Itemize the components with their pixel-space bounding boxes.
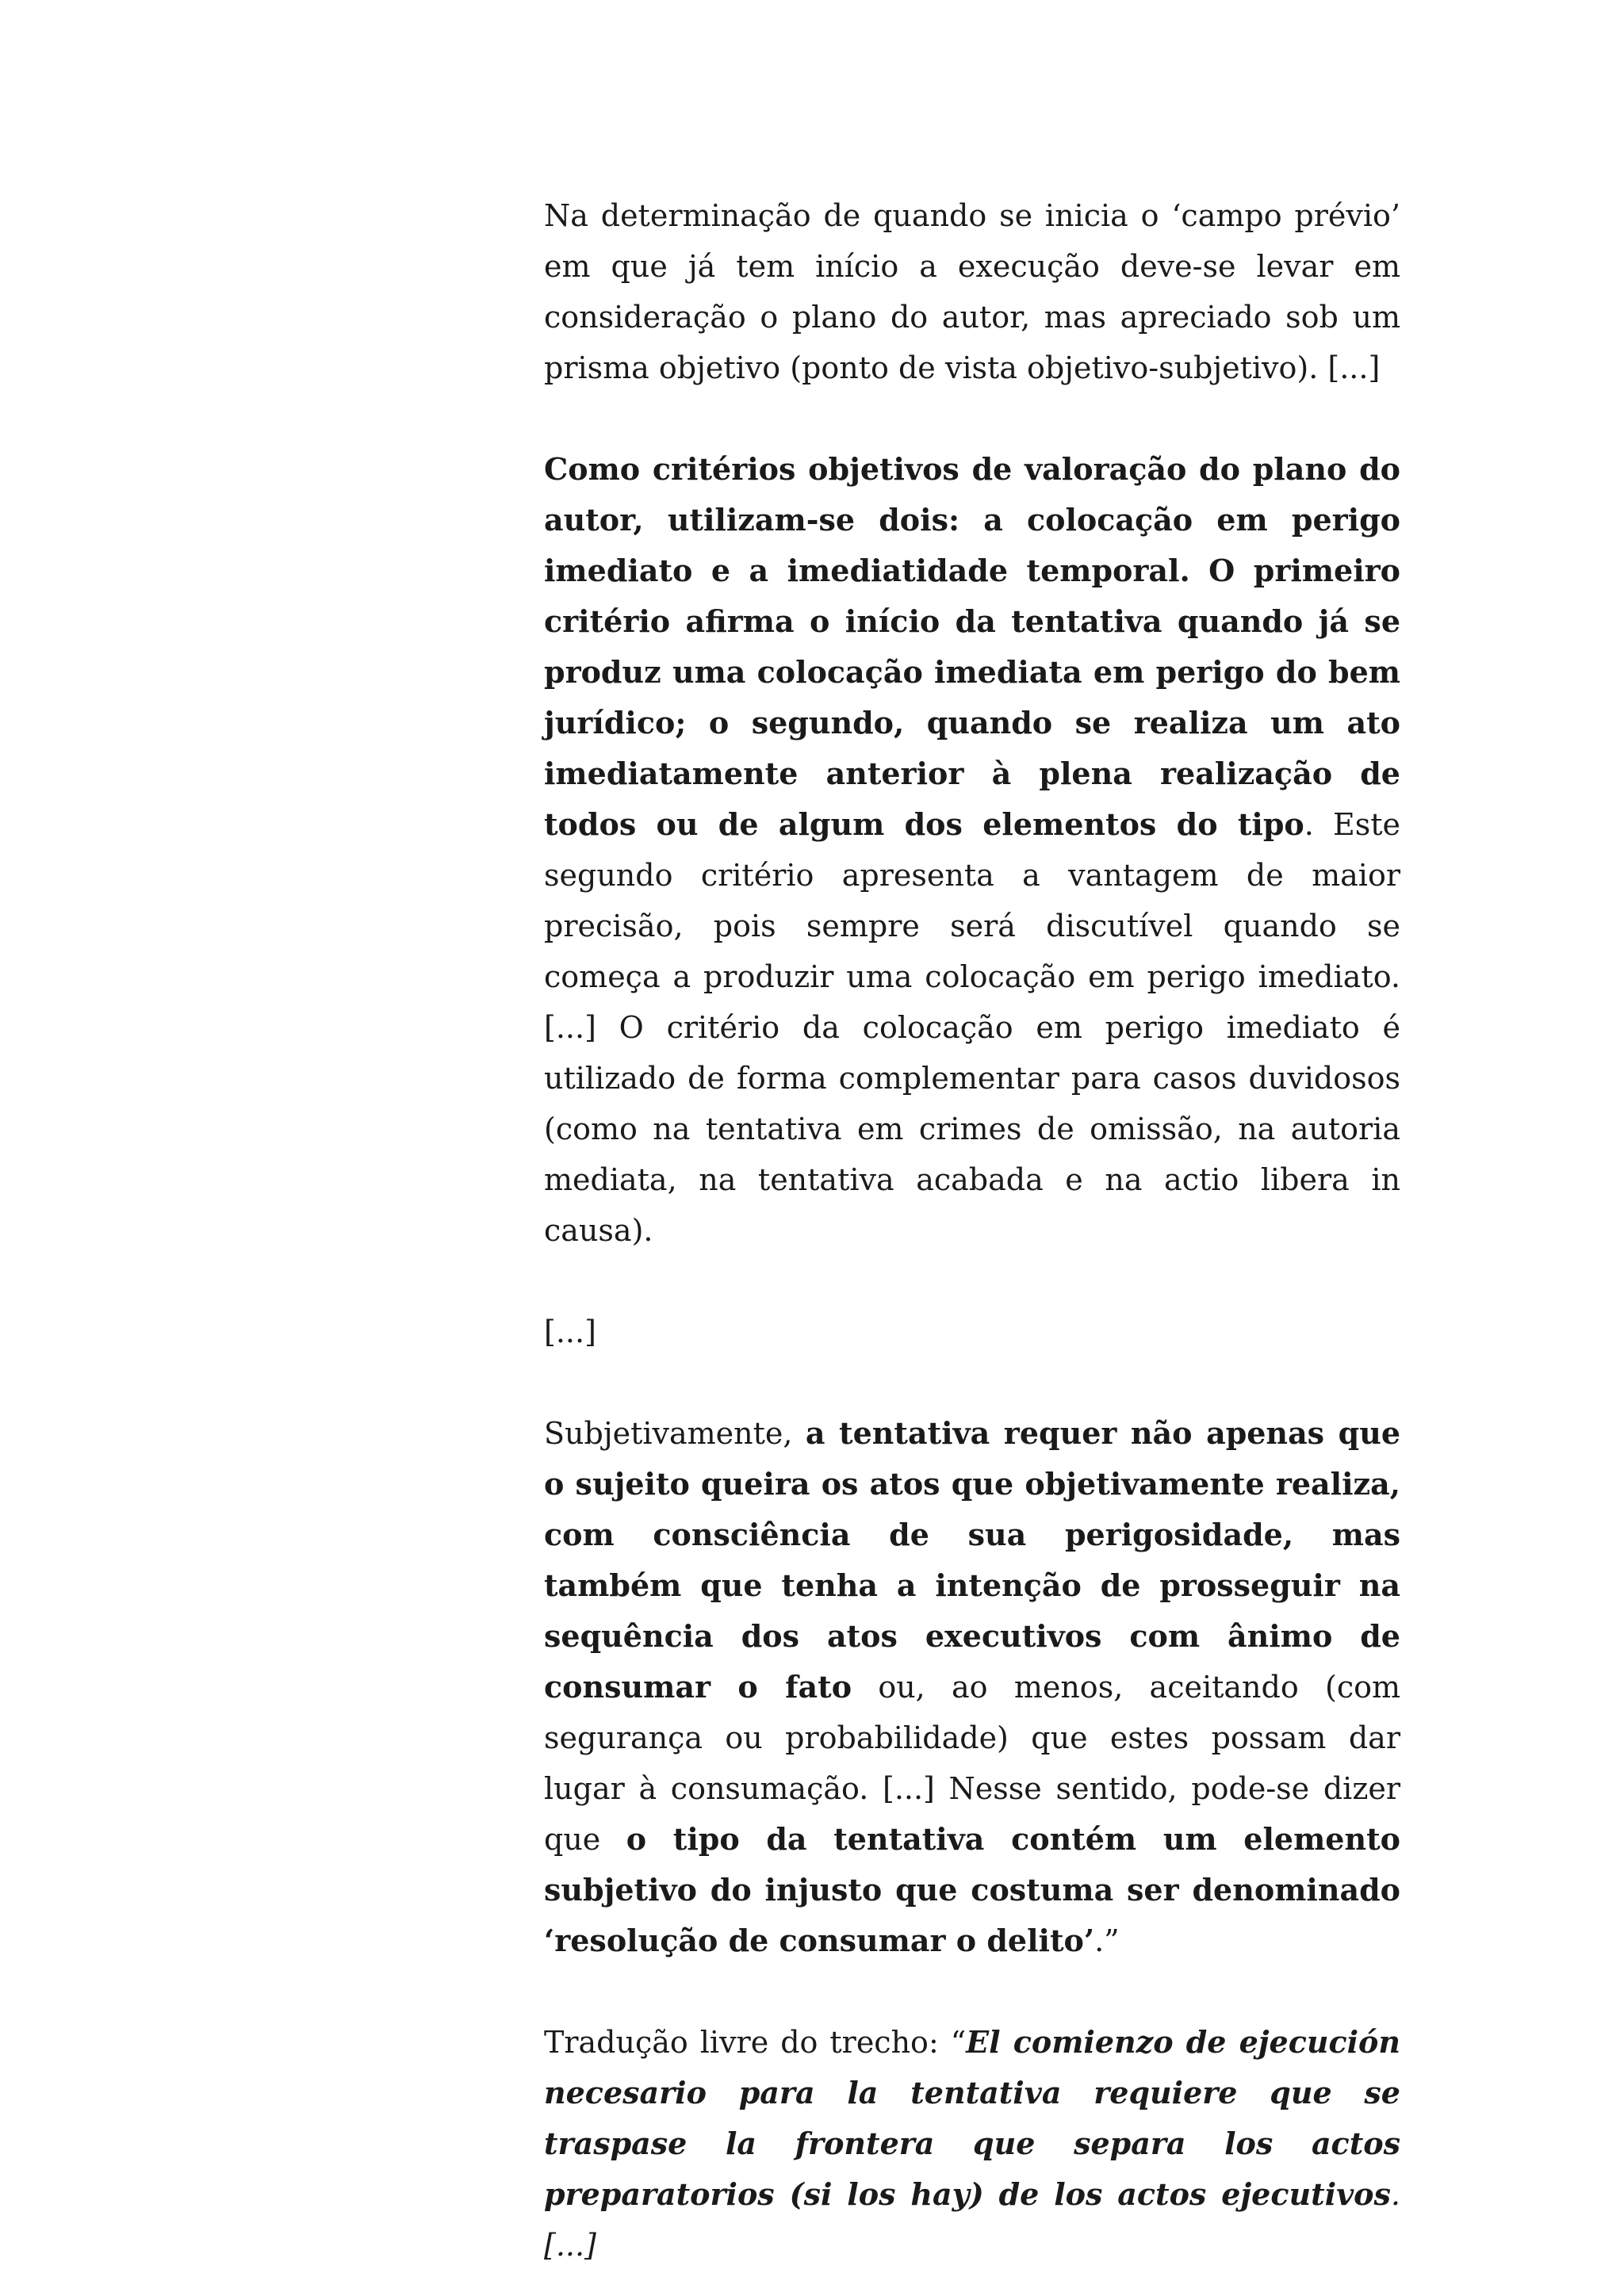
text-run: Subjetivamente, <box>544 1416 806 1451</box>
paragraph-criterios-objetivos <box>544 444 1400 1256</box>
text-run: ou, ao menos, aceitando (com segurança ou probabilidade) que estes possam dar lugar à consumação. [...] Nesse sentido, pode-se dizer que <box>544 1670 1401 1857</box>
bold-text-run: o tipo da tentativa contém um elemento subjetivo do injusto que costuma ser denominado ‘resolução de consumar o delito’ <box>544 1821 1400 1958</box>
text-run: Tradução livre do trecho: “ <box>544 2025 967 2060</box>
text-run: .” <box>1094 1923 1120 1958</box>
bold-italic-text-run: El comienzo de ejecución necesario para la tentativa requiere que se traspase la frontera que separa los actos preparatorios (si los hay) de los actos ejecutivos <box>544 2024 1401 2212</box>
text-run: [...] <box>544 1314 596 1349</box>
text-run: Na determinação de quando se inicia o ‘campo prévio’ em que já tem início a execução deve-se levar em consideração o plano do autor, mas apreciado sob um prisma objetivo (ponto de vista objetivo-subjetivo). [...] <box>544 198 1400 385</box>
body-text <box>544 190 1400 2271</box>
italic-text-run: . [...] <box>544 2177 1400 2263</box>
bold-text-run: a tentativa requer não apenas que o sujeito queira os atos que objetivamente realiza, com consciência de sua perigosidade, mas também que tenha a intenção de prosseguir na sequência dos atos executivos com ânimo de consumar o fato <box>544 1415 1400 1705</box>
bold-text-run: Como critérios objetivos de valoração do plano do autor, utilizam-se dois: a colocação em perigo imediato e a imediatidade temporal. O primeiro critério afirma o início da tentativa quando já se produz uma colocação imediata em perigo do bem jurídico; o segundo, quando se realiza um ato imediatamente anterior à plena realização de todos ou de algum dos elementos do tipo <box>544 451 1400 842</box>
paragraph-ellipsis <box>544 1307 1400 1357</box>
paragraph-subjetivamente <box>544 1408 1400 1966</box>
paragraph-campo-previo <box>544 190 1400 393</box>
paragraph-traducao-livre <box>544 2017 1400 2271</box>
text-run: . Este segundo critério apresenta a vantagem de maior precisão, pois sempre será discutível quando se começa a produzir uma colocação em perigo imediato. [...] O critério da colocação em perigo imediato é utilizado de forma complementar para casos duvidosos (como na tentativa em crimes de omissão, na autoria mediata, na tentativa acabada e na actio libera in causa). <box>544 807 1400 1248</box>
